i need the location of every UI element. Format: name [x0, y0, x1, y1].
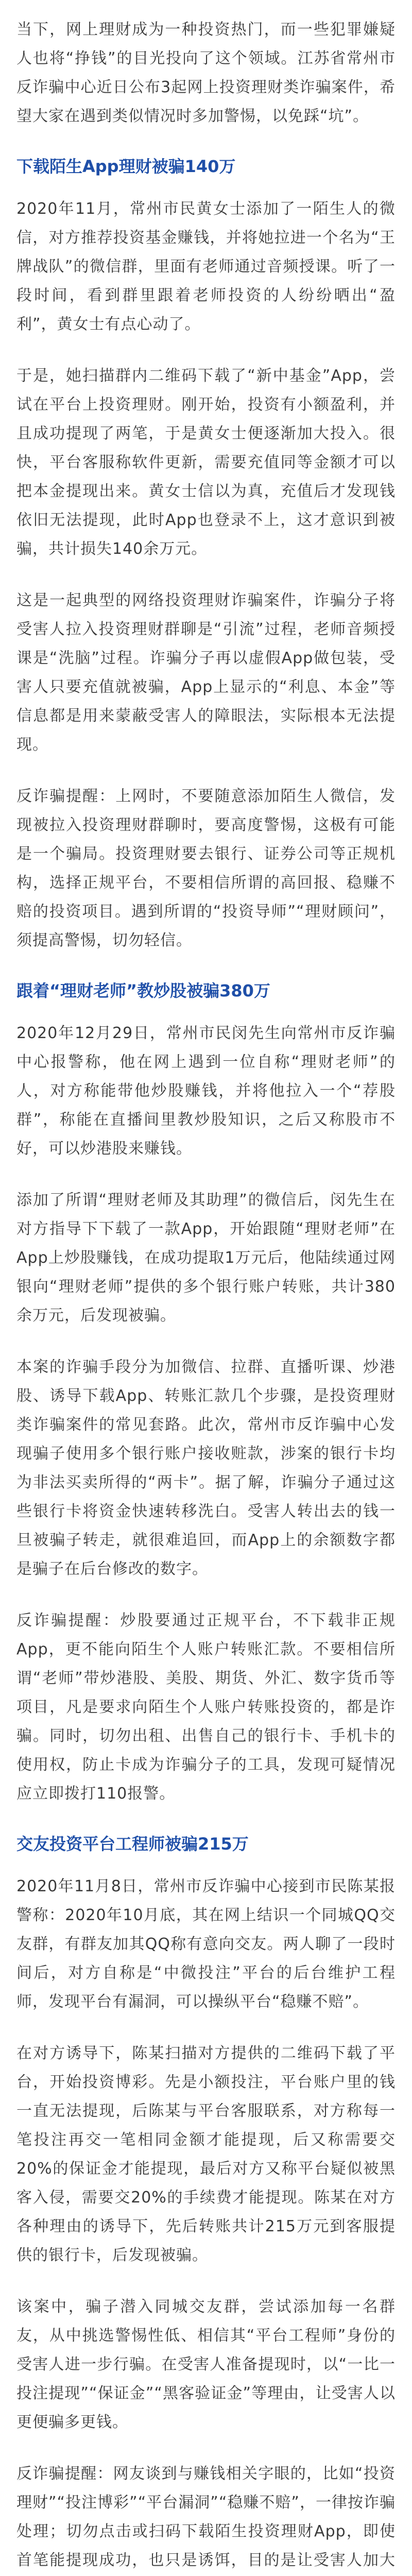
case1-paragraph-1: 2020年11月，常州市民黄女士添加了一陌生人的微信，对方推荐投资基金赚钱，并将她拉进一个名为“王牌战队”的微信群，里面有老师通过音频授课。听了一段时间，看到群里跟着老师投资的人纷纷晒出“盈利”，黄女士有点心动了。 [16, 200, 396, 333]
case2-paragraph-3: 本案的诈骗手段分为加微信、拉群、直播听课、炒港股、诱导下载App、转账汇款几个步骤，是投资理财类诈骗案件的常见套路。此次，常州市反诈骗中心发现骗子使用多个银行账户接收赃款，涉案的银行卡均为非法买卖所得的“两卡”。据了解，诈骗分子通过这些银行卡将资金快速转移洗白。受害人转出去的钱一旦被骗子转走，就很难追回，而App上的余额数字都是骗子在后台修改的数字。 [16, 1358, 396, 1578]
case2-heading: 跟着“理财老师”教炒股被骗380万 [16, 981, 270, 1001]
case1-warning: 反诈骗提醒：上网时，不要随意添加陌生人微信，发现被拉入投资理财群聊时，要高度警惕，这极有可能是一个骗局。投资理财要去银行、证券公司等正规机构，选择正规平台，不要相信所谓的高回报、稳赚不赔的投资项目。遇到所谓的“投资导师”“理财顾问”，须提高警惕，切勿轻信。 [16, 787, 396, 950]
case3-warning: 反诈骗提醒：网友谈到与赚钱相关字眼的，比如“投资理财”“投注博彩”“平台漏洞”“稳赚不赔”，一律按诈骗处理；切勿点击或扫码下载陌生投资理财App，即使首笔能提现成功，也只是诱饵，目的是让受害人加大 [16, 2465, 396, 2569]
case1-paragraph-2: 于是，她扫描群内二维码下载了“新中基金”App，尝试在平台上投资理财。刚开始，投资有小额盈利，并且成功提现了两笔，于是黄女士便逐渐加大投入。很快，平台客服称软件更新，需要充值同等金额才可以把本金提现出来。黄女士信以为真，充值后才发现钱依旧无法提现，此时App也登录不上，这才意识到被骗，共计损失140余万元。 [16, 367, 396, 558]
case1-heading: 下载陌生App理财被骗140万 [16, 157, 236, 176]
case2-paragraph-1: 2020年12月29日，常州市民闵先生向常州市反诈骗中心报警称，他在网上遇到一位自称“理财老师”的人，对方称能带他炒股赚钱，并将他拉入一个“荐股群”，称能在直播间里教炒股知识，之后又称股市不好，可以炒港股来赚钱。 [16, 1024, 396, 1158]
case2-warning: 反诈骗提醒：炒股要通过正规平台，不下载非正规App，更不能向陌生个人账户转账汇款。不要相信所谓“老师”带炒港股、美股、期货、外汇、数字货币等项目，凡是要求向陌生个人账户转账投资的，都是诈骗。同时，切勿出租、出售自己的银行卡、手机卡的使用权，防止卡成为诈骗分子的工具，发现可疑情况应立即拨打110报警。 [16, 1612, 396, 1803]
case3-paragraph-2: 在对方诱导下，陈某扫描对方提供的二维码下载了平台，开始投资博彩。先是小额投注，平台账户里的钱一直无法提现，后陈某与平台客服联系，对方称每一笔投注再交一笔相同金额才能提现，后又称需要交20%的保证金才能提现，最后对方又称平台疑似被黑客入侵，需要交20%的手续费才能提现。陈某在对方各种理由的诱导下，先后转账共计215万元到客服提供的银行卡，后发现被骗。 [16, 2044, 396, 2264]
case3-heading: 交友投资平台工程师被骗215万 [16, 1834, 249, 1854]
case1-paragraph-3: 这是一起典型的网络投资理财诈骗案件，诈骗分子将受害人拉入投资理财群聊是“引流”过程，老师音频授课是“洗脑”过程。诈骗分子再以虚假App做包装，受害人只要充值就被骗，App上显示的“利息、本金”等信息都是用来蒙蔽受害人的障眼法，实际根本无法提现。 [16, 591, 396, 754]
intro-paragraph: 当下，网上理财成为一种投资热门，而一些犯罪嫌疑人也将“挣钱”的目光投向了这个领域。江苏省常州市反诈骗中心近日公布3起网上投资理财类诈骗案件，希望大家在遇到类似情况时多加警惕，以免踩“坑”。 [16, 21, 396, 125]
case3-paragraph-1: 2020年11月8日，常州市反诈骗中心接到市民陈某报警称：2020年10月底，其在网上结识一个同城QQ交友群，有群友加其QQ称有意向交友。两人聊了一段时间后，对方自称是“中微投注”平台的后台维护工程师，发现平台有漏洞，可以操纵平台“稳赚不赔”。 [16, 1877, 396, 2011]
case2-paragraph-2: 添加了所谓“理财老师及其助理”的微信后，闵先生在对方指导下下载了一款App，开始跟随“理财老师”在App上炒股赚钱，在成功提取1万元后，他陆续通过网银向“理财老师”提供的多个银行账户转账，共计380余万元，后发现被骗。 [16, 1191, 396, 1325]
case3-paragraph-3: 该案中，骗子潜入同城交友群，尝试添加每一名群友，从中挑选警惕性低、相信其“平台工程师”身份的受害人进一步行骗。在受害人准备提现时，以“一比一投注提现”“保证金”“黑客验证金”等理由，让受害人以更便骗多更钱。 [16, 2298, 396, 2431]
